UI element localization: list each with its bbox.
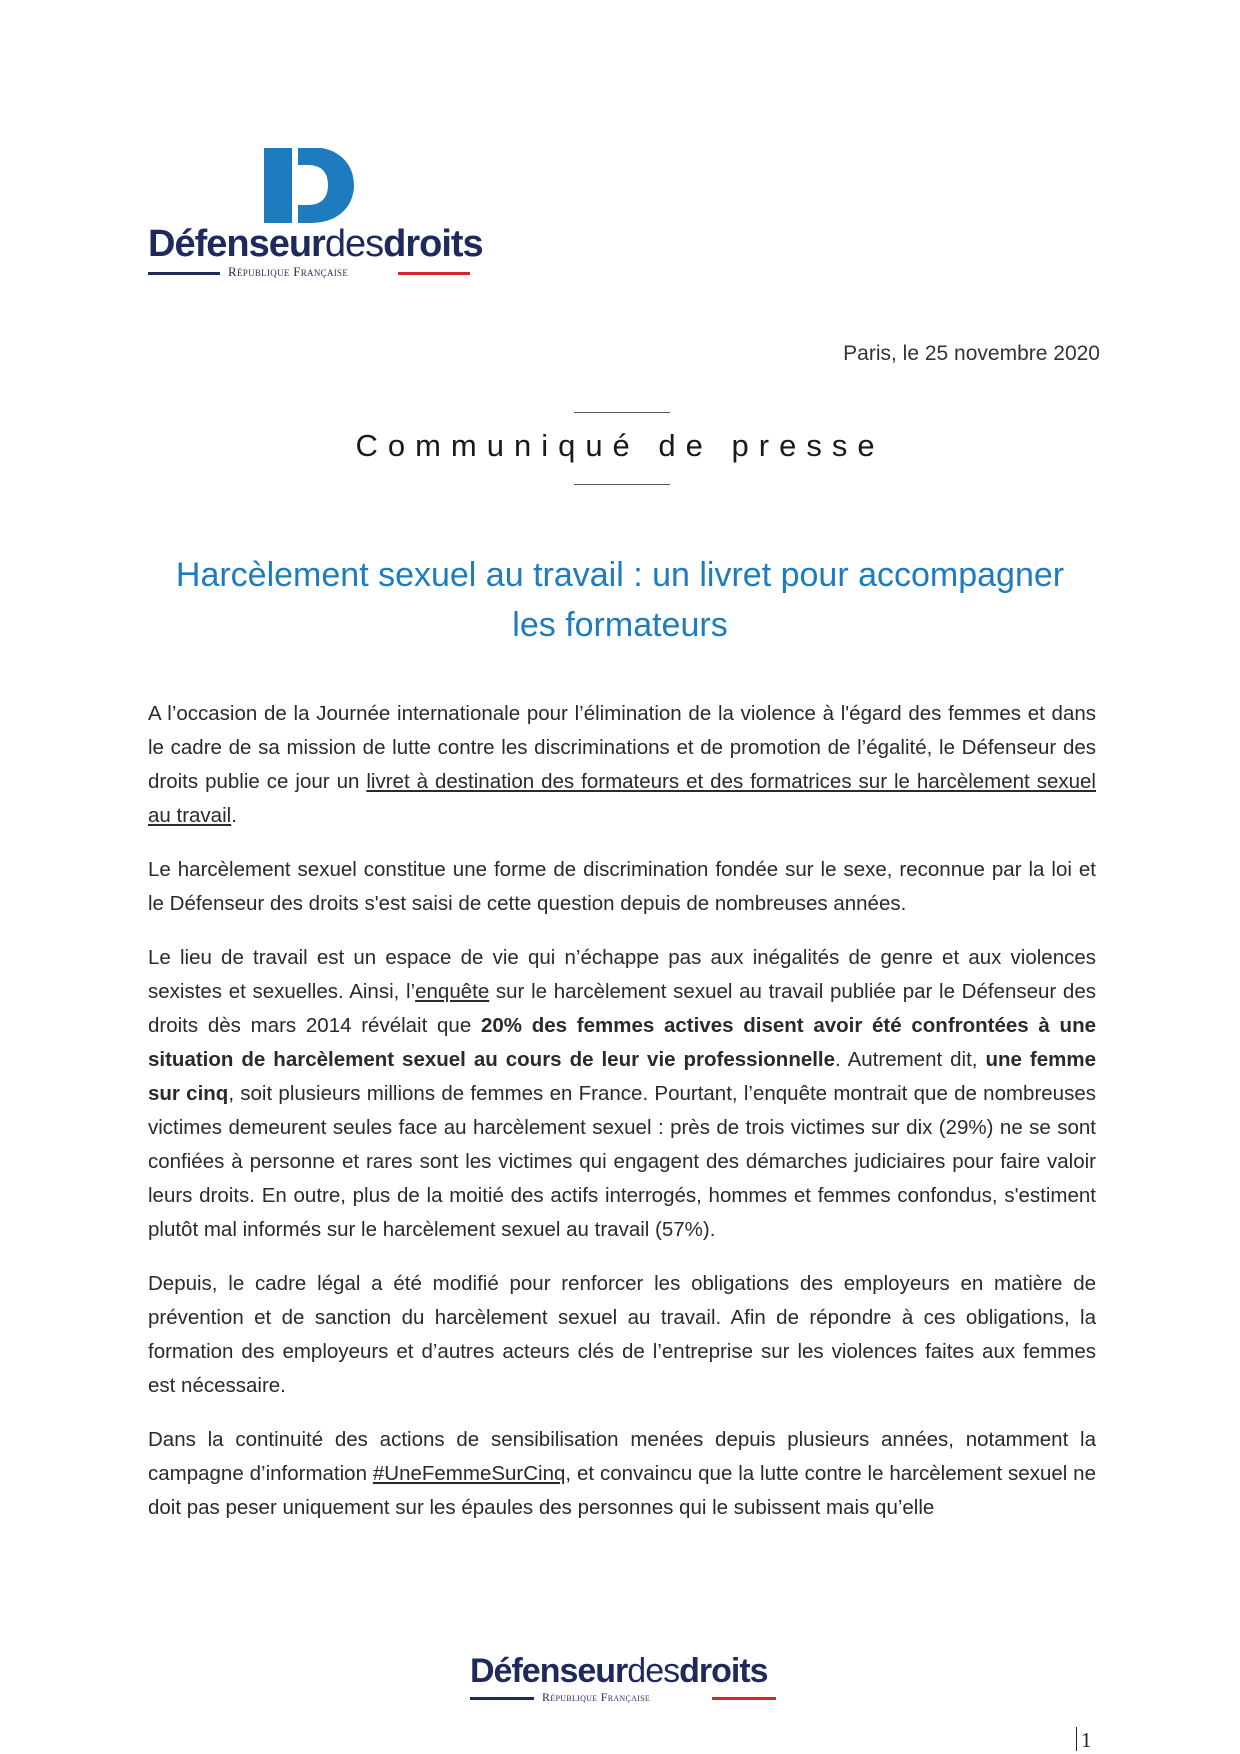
header-rule-bottom — [574, 484, 670, 485]
paragraph-text: Dans la continuité des actions de sensibilisation menées depuis plusieurs années, notamment la campagne d’information — [148, 1428, 1096, 1485]
logo-rule-red — [398, 272, 470, 275]
page-title-line1: Harcèlement sexuel au travail : un livret pour accompagner — [175, 556, 1065, 594]
header-rule-top — [574, 412, 670, 413]
hashtag-link[interactable]: #UneFemmeSurCinq — [372, 1462, 566, 1485]
livret-link[interactable]: livret à destination des formateurs et des formatrices sur le harcèlement sexuel au travail — [148, 770, 1096, 827]
body-text — [148, 697, 1096, 1545]
footer-rule-blue — [470, 1697, 534, 1700]
paragraph-text: sur le harcèlement sexuel au travail publiée par le Défenseur des droits dès mars 2014 révélait que — [148, 980, 1096, 1037]
footer-rule-red — [712, 1697, 776, 1700]
page-title — [140, 550, 1100, 650]
logo-wordmark: Défenseurdesdroits — [148, 223, 483, 265]
footer-logo-wordmark: Défenseurdesdroits — [470, 1652, 768, 1690]
footer-logo-subtitle: République Française — [542, 1690, 651, 1704]
paragraph-1 — [148, 697, 1096, 833]
paragraph-3 — [148, 941, 1096, 1247]
bold-statistic: 20% des femmes actives disent avoir été confrontées à une situation de harcèlement sexuel au cours de leur vie professionnelle — [148, 1014, 1096, 1071]
press-release-heading: Communiqué de presse — [355, 428, 885, 463]
paragraph-text: . Autrement dit, — [835, 1048, 986, 1071]
enquete-link[interactable]: enquête — [415, 980, 490, 1003]
paragraph-2: Le harcèlement sexuel constitue une forme de discrimination fondée sur le sexe, reconnue par la loi et le Défenseur des droits s'est saisi de cette question depuis de nombreuses années. — [148, 858, 1096, 915]
logo-rule-blue — [148, 272, 220, 275]
page-title-line2: les formateurs — [512, 606, 728, 644]
document-date: Paris, le 25 novembre 2020 — [843, 342, 1100, 365]
page-number — [1076, 1727, 1092, 1753]
page-number-value: 1 — [1081, 1728, 1092, 1752]
paragraph-5 — [148, 1423, 1096, 1525]
page-number-bar — [1076, 1727, 1077, 1751]
logo-subtitle: République Française — [228, 264, 349, 279]
paragraph-text: , et convaincu que la lutte contre le harcèlement sexuel ne doit pas peser uniquement sur les épaules des personnes qui le subissent mais qu’elle — [148, 1462, 1096, 1519]
paragraph-4: Depuis, le cadre légal a été modifié pour renforcer les obligations des employeurs en matière de prévention et de sanction du harcèlement sexuel au travail. Afin de répondre à ces obligations, la formation des employeurs et d’autres acteurs clés de l’entreprise sur les violences faites aux femmes est nécessaire. — [148, 1272, 1096, 1397]
paragraph-text: A l’occasion de la Journée internationale pour l’élimination de la violence à l'égard des femmes et dans le cadre de sa mission de lutte contre les discriminations et de promotion de l’égalité, le Défenseur des droits publie ce jour un — [148, 702, 1096, 793]
bold-statistic: une femme sur cinq — [148, 1048, 1096, 1105]
paragraph-text: Le lieu de travail est un espace de vie qui n’échappe pas aux inégalités de genre et aux violences sexistes et sexuelles. Ainsi, l’ — [148, 946, 1096, 1003]
paragraph-text: . — [231, 804, 237, 827]
paragraph-text: , soit plusieurs millions de femmes en France. Pourtant, l’enquête montrait que de nombreuses victimes demeurent seules face au harcèlement sexuel : près de trois victimes sur dix (29%) ne se sont confiées à personne et rares sont les victimes qui engagent des démarches judiciaires pour faire valoir leurs droits. En outre, plus de la moitié des actifs interrogés, hommes et femmes confondus, s'estiment plutôt mal informés sur le harcèlement sexuel au travail (57%). — [148, 1082, 1096, 1241]
logo-d-icon — [264, 145, 354, 225]
